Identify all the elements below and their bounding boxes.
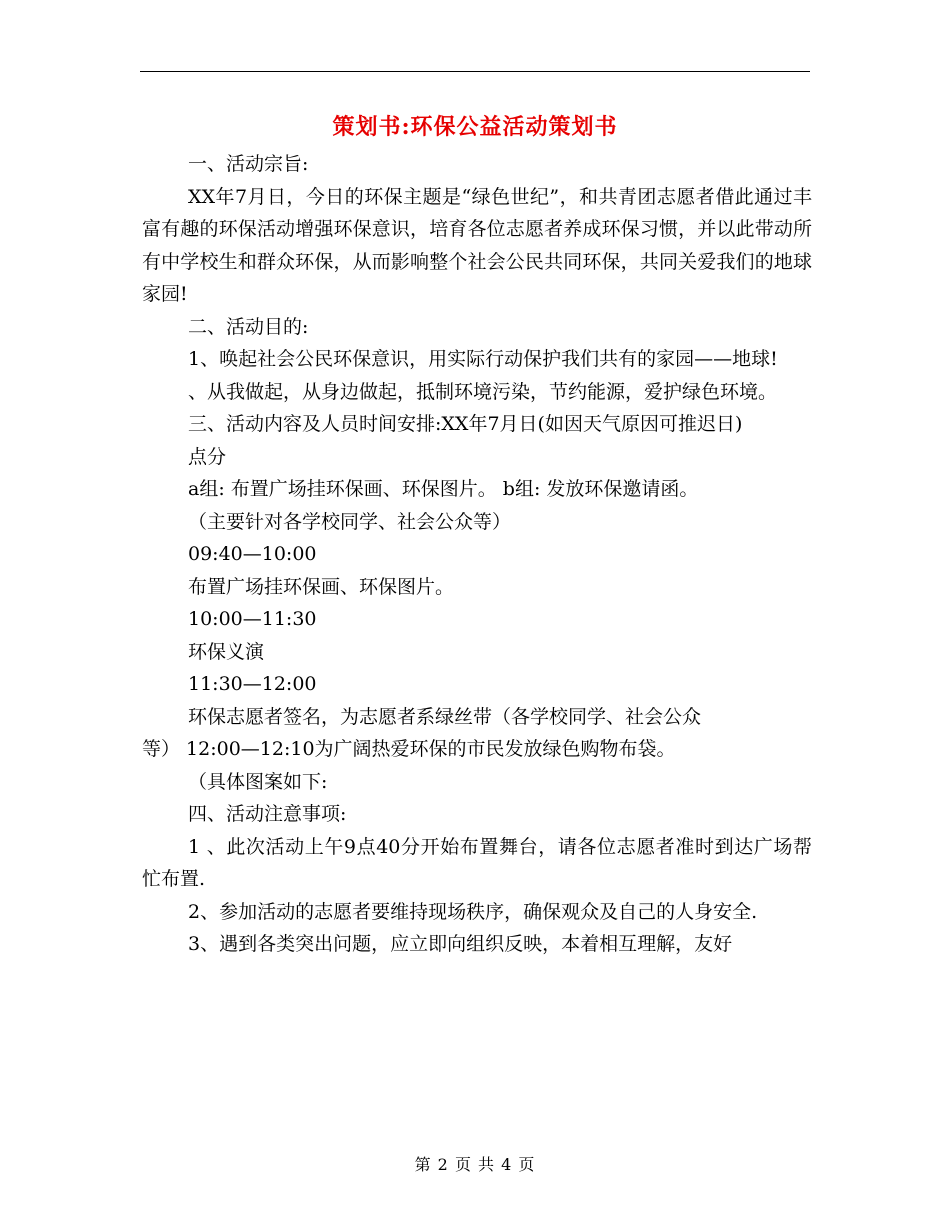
section-heading-goals: 二、活动目的: <box>188 315 309 338</box>
paragraph-note-1: 1 、此次活动上午9点40分开始布置舞台，请各位志愿者准时到达广场帮忙布置. <box>142 835 812 890</box>
paragraph-note-2: 2、参加活动的志愿者要维持现场秩序，确保观众及自己的人身安全. <box>188 900 758 923</box>
document-title: 策划书:环保公益活动策划书 <box>332 114 618 140</box>
schedule-line: 等） 12:00—12:10为广阔热爱环保的市民发放绿色购物布袋。 <box>142 738 676 760</box>
page-number: 第 2 页 共 4 页 <box>414 1155 536 1174</box>
schedule-line: 环保志愿者签名，为志愿者系绿丝带（各学校同学、社会公众 <box>188 705 702 728</box>
paragraph-goal-1: 1、唤起社会公民环保意识，用实际行动保护我们共有的家园——地球! <box>188 348 778 370</box>
schedule-line: （主要针对各学校同学、社会公众等） <box>188 510 512 533</box>
schedule-line: a组: 布置广场挂环保画、环保图片。 b组: 发放环保邀请函。 <box>188 478 699 500</box>
schedule-line: 布置广场挂环保画、环保图片。 <box>188 575 455 598</box>
schedule-time: 10:00—11:30 <box>188 608 317 630</box>
paragraph-note-3: 3、遇到各类突出问题，应立即向组织反映，本着相互理解，友好 <box>188 933 733 955</box>
paragraph-purpose: XX年7月日，今日的环保主题是“绿色世纪”，和共青团志愿者借此通过丰富有趣的环保活动增强环保意识，培育各位志愿者养成环保习惯，并以此带动所有中学校生和群众环保，从而影响整个社会公民共同环保，共同关爱我们的地球家园! <box>142 185 812 305</box>
section-heading-schedule: 三、活动内容及人员时间安排:XX年7月日(如因天气原因可推迟日) <box>188 413 743 435</box>
paragraph-goal-2: 、从我做起，从身边做起，抵制环境污染，节约能源，爱护绿色环境。 <box>188 380 778 403</box>
section-heading-notes: 四、活动注意事项: <box>188 803 347 825</box>
schedule-time: 09:40—10:00 <box>188 543 317 565</box>
section-heading-purpose: 一、活动宗旨: <box>188 153 309 175</box>
header-rule <box>140 71 810 72</box>
schedule-line: 环保义演 <box>188 640 265 663</box>
schedule-line: 点分 <box>188 445 227 468</box>
schedule-time: 11:30—12:00 <box>188 673 317 695</box>
schedule-line: （具体图案如下: <box>188 770 328 793</box>
document-body <box>142 148 812 961</box>
